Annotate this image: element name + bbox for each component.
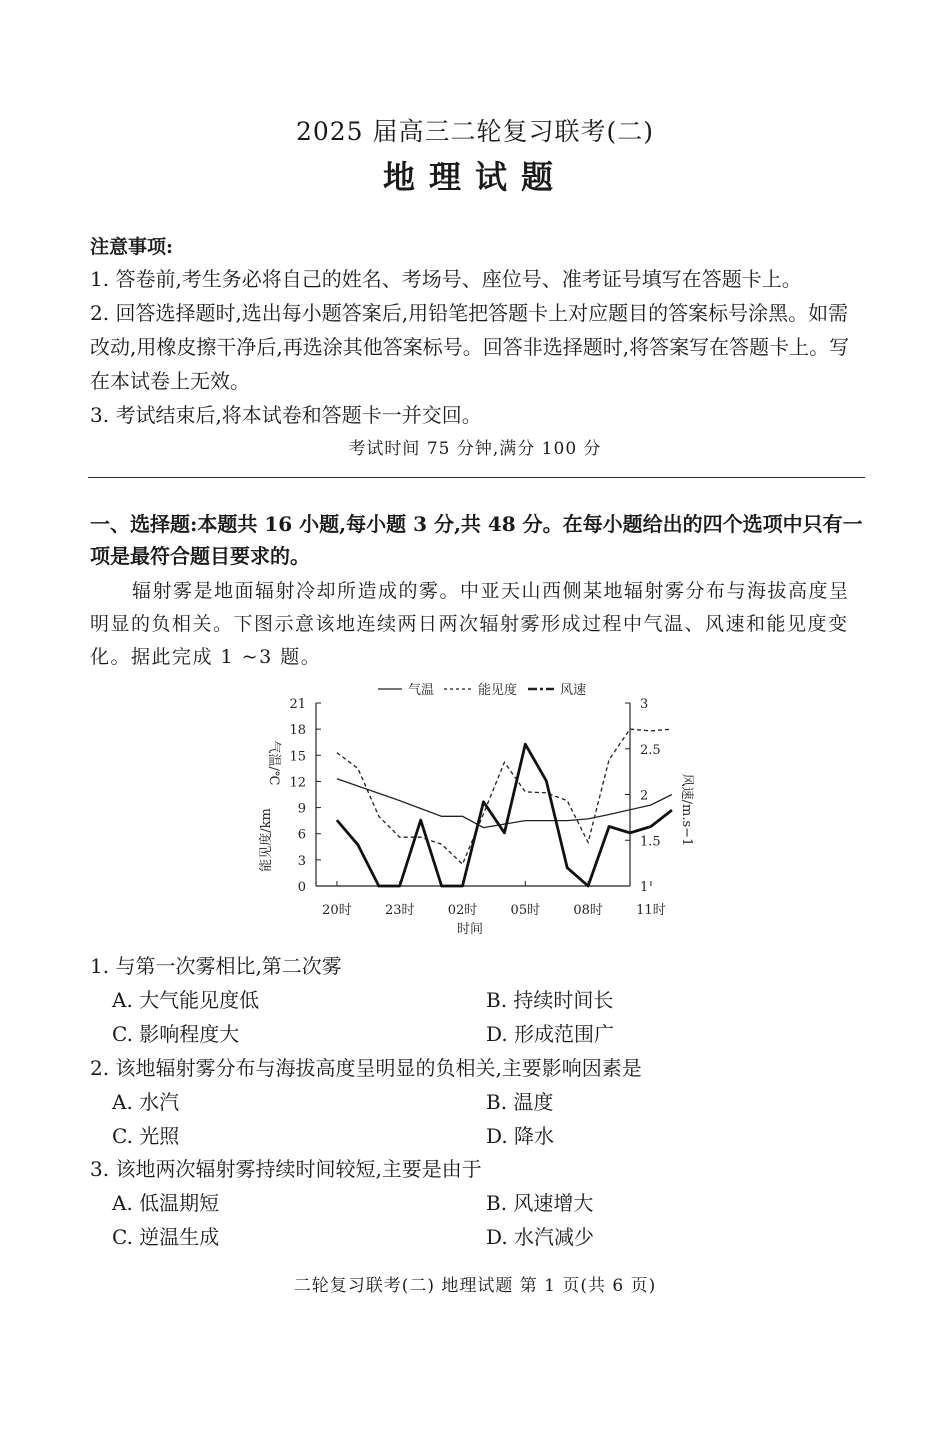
question-option[interactable]: A. 低温期短 [112,1191,220,1215]
chart-series [337,729,672,886]
y-left-tick-label: 18 [289,723,306,739]
question-option[interactable]: D. 形成范围广 [486,1022,615,1046]
legend-label: 气温 [408,683,435,698]
question-option[interactable]: A. 大气能见度低 [112,988,260,1012]
question-option[interactable]: B. 风速增大 [486,1191,594,1215]
notes-list [90,262,865,432]
section-heading: 一、选择题:本题共 16 小题,每小题 3 分,共 48 分。在每小题给出的四个选项中只有一项是最符合题目要求的。 [90,512,863,568]
note-item: 3. 考试结束后,将本试卷和答题卡一并交回。 [90,403,482,427]
x-tick-label: 20时 [322,903,352,918]
y-left-tick-label: 12 [289,775,306,791]
y-right-tick-label: 2.5 [640,742,661,758]
note-item: 2. 回答选择题时,选出每小题答案后,用铅笔把答题卡上对应题目的答案标号涂黑。如需改动,用橡皮擦干净后,再选涂其他答案标号。回答非选择题时,将答案写在答题卡上。写在本试卷上无效。 [90,301,850,393]
notes-heading: 注意事项: [90,236,174,258]
legend-label: 能见度 [478,683,518,698]
question-stem: 1. 与第一次雾相比,第二次雾 [90,954,342,978]
question-option[interactable]: B. 持续时间长 [486,988,614,1012]
x-tick-label: 08时 [573,903,603,918]
subject-title: 地理试题 [382,158,567,196]
reading-passage: 辐射雾是地面辐射冷却所造成的雾。中亚天山西侧某地辐射雾分布与海拔高度呈明显的负相关。下图示意该地连续两日两次辐射雾形成过程中气温、风速和能见度变化。据此完成 1 ~3 题。 [90,580,850,668]
y-right-tick-label: 1.5 [640,834,661,850]
y-left-tick-label: 15 [289,749,306,765]
y-right-axis-title: 风速/m.s−1 [679,773,694,847]
y-left-tick-label: 0 [297,880,306,895]
note-item: 1. 答卷前,考生务必将自己的姓名、考场号、座位号、准考证号填写在答题卡上。 [90,267,802,291]
question-option[interactable]: C. 影响程度大 [112,1022,240,1046]
divider [88,477,865,478]
series-line-temperature [337,779,672,828]
y-left-tick-label: 9 [297,801,306,817]
y-left-tick-label: 6 [297,827,306,843]
exam-info: 考试时间 75 分钟,满分 100 分 [348,439,602,459]
y-right-tick-label: 2 [640,788,649,804]
legend-label: 风速 [560,683,587,698]
y-right-tick-label: 3 [640,697,649,712]
y-left-tick-label: 3 [297,853,306,869]
question-option[interactable]: D. 水汽减少 [486,1225,595,1249]
weather-chart [250,675,700,945]
question-option[interactable]: A. 水汽 [112,1090,180,1114]
y-left-axis-title-top: 气温/℃ [266,740,281,786]
exam-title: 2025 届高三二轮复习联考(二) [295,117,655,146]
chart-legend [378,682,586,698]
question-stem: 3. 该地两次辐射雾持续时间较短,主要是由于 [90,1157,482,1181]
question-option[interactable]: D. 降水 [486,1124,555,1148]
x-tick-label: 11时 [636,903,666,918]
x-tick-label: 02时 [447,903,478,918]
y-left-axis-title-bottom: 能见度/km [259,808,274,872]
x-tick-label: 05时 [510,903,541,918]
question-stem: 2. 该地辐射雾分布与海拔高度呈明显的负相关,主要影响因素是 [90,1056,642,1080]
y-right-tick-label: 1 [640,880,649,895]
chart-axes [289,697,665,918]
x-axis-title: 时间 [456,922,484,937]
x-tick-label: 23时 [384,903,415,918]
question-option[interactable]: C. 逆温生成 [112,1225,220,1249]
question-option[interactable]: B. 温度 [486,1090,554,1114]
y-left-tick-label: 21 [289,697,306,712]
series-line-windspeed [337,744,672,886]
page-footer: 二轮复习联考(二) 地理试题 第 1 页(共 6 页) [293,1276,657,1296]
question-option[interactable]: C. 光照 [112,1124,180,1148]
